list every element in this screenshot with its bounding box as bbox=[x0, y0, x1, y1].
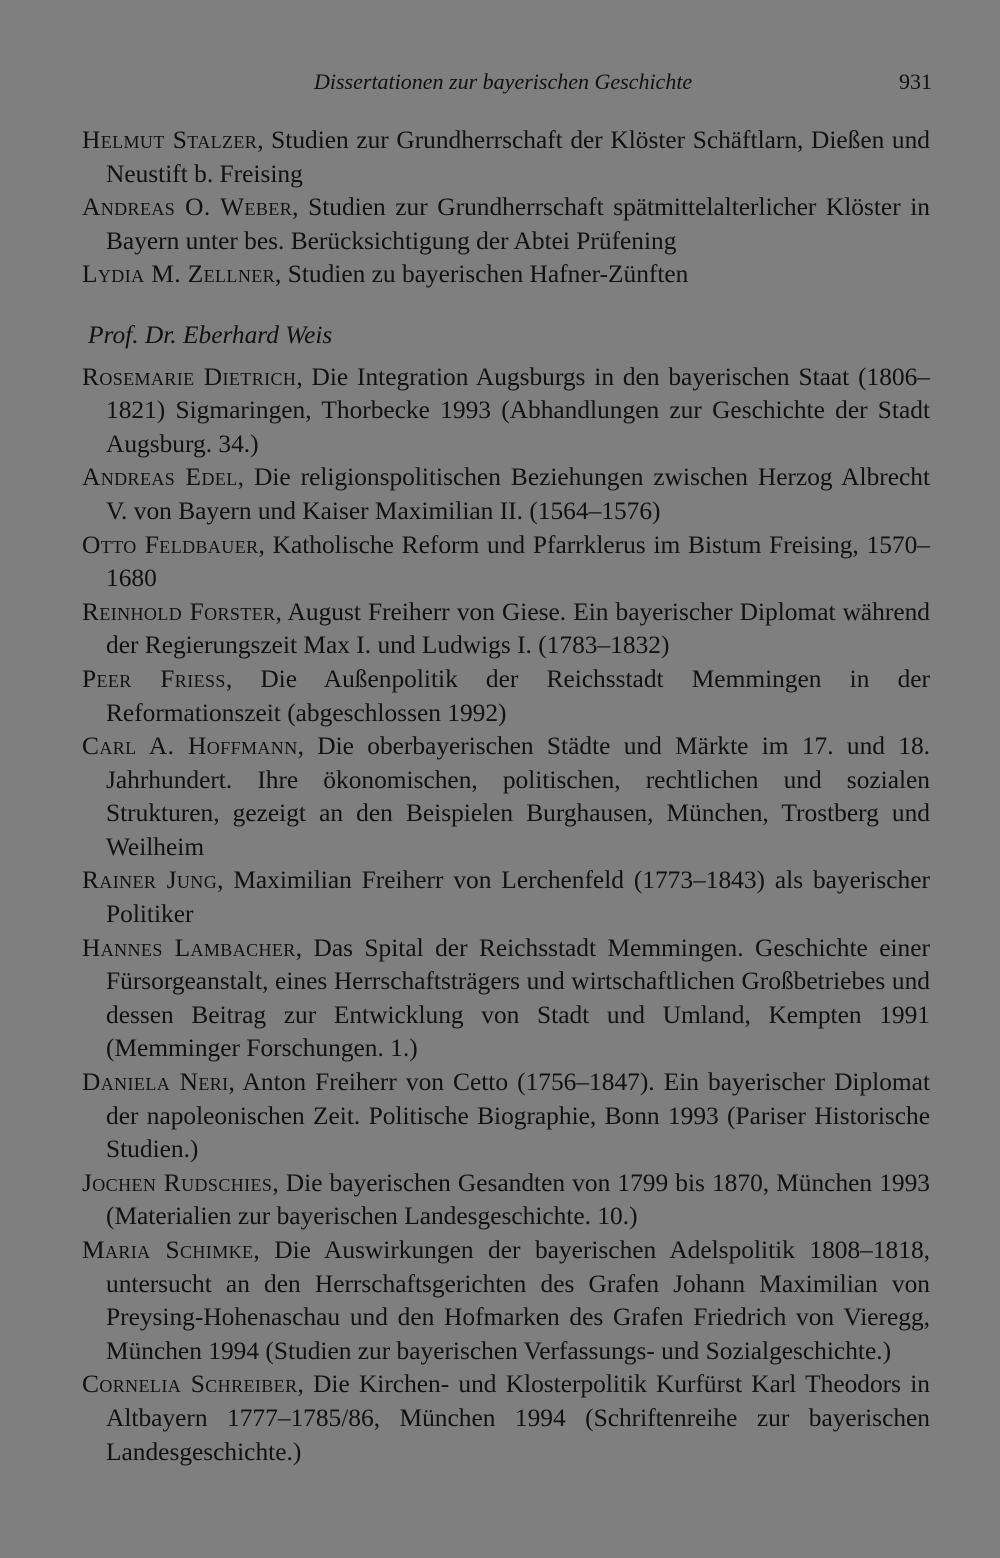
running-title: Dissertationen zur bayerischen Geschichte bbox=[314, 69, 693, 94]
list-item: Andreas Edel, Die religionspolitischen Beziehungen zwischen Herzog Albrecht V. von Bayern und Kaiser Maximilian II. (1564–1576) bbox=[82, 463, 931, 525]
entry-author: Helmut Stalzer bbox=[82, 126, 258, 154]
entry-title: Studien zu bayerischen Hafner-Zünften bbox=[287, 260, 689, 289]
entry-title: Studien zur Grundherrschaft spätmittelalterlicher Klöster in Bayern unter bes. Berücksichtigung der Abtei Prüfening bbox=[106, 193, 930, 255]
entry-title: Die religionspolitischen Beziehungen zwischen Herzog Albrecht V. von Bayern und Kaiser Maximilian II. (1564–1576) bbox=[106, 463, 931, 525]
entry-author: Carl A. Hoffmann bbox=[82, 732, 298, 761]
entry-author: Rainer Jung bbox=[82, 866, 218, 895]
entry-author: Peer Friess bbox=[82, 664, 226, 693]
entry-author: Jochen Rudschies bbox=[82, 1168, 273, 1197]
entry-title: Die bayerischen Gesandten von 1799 bis 1870, München 1993 (Materialien zur bayerischen Landesgeschichte. 10.) bbox=[106, 1168, 930, 1231]
list-item: Otto Feldbauer, Katholische Reform und Pfarrklerus im Bistum Freising, 1570–1680 bbox=[82, 530, 930, 593]
entry-title: Anton Freiherr von Cetto (1756–1847). Ein bayerischer Diplomat der napoleonischen Zeit. Politische Biographie, Bonn 1993 (Pariser Historische Studien.) bbox=[106, 1068, 931, 1164]
list-item: Rosemarie Dietrich, Die Integration Augsburgs in den bayerischen Staat (1806–1821) Sigmaringen, Thorbecke 1993 (Abhandlungen zur Geschichte der Stadt Augsburg. 34.) bbox=[82, 362, 930, 458]
list-item: Carl A. Hoffmann, Die oberbayerischen Städte und Märkte im 17. und 18. Jahrhundert. Ihre ökonomischen, politischen, rechtlichen und sozialen Strukturen, gezeigt an den Beispielen Burghausen, München, Trostberg und Weilheim bbox=[82, 732, 931, 861]
bibliography-list bbox=[82, 124, 930, 1469]
entry-author: Daniela Neri bbox=[82, 1068, 229, 1097]
list-item: Reinhold Forster, August Freiherr von Giese. Ein bayerischer Diplomat während der Regierungszeit Max I. und Ludwigs I. (1783–1832) bbox=[82, 597, 930, 660]
entry-author: Andreas O. Weber bbox=[82, 193, 293, 222]
list-item: Rainer Jung, Maximilian Freiherr von Lerchenfeld (1773–1843) als bayerischer Politiker bbox=[82, 866, 930, 929]
list-item: Peer Friess, Die Außenpolitik der Reichsstadt Memmingen in der Reformationszeit (abgeschlossen 1992) bbox=[82, 664, 930, 727]
entry-author: Lydia M. Zellner bbox=[82, 260, 276, 289]
list-item: Andreas O. Weber, Studien zur Grundherrschaft spätmittelalterlicher Klöster in Bayern unter bes. Berücksichtigung der Abtei Prüfening bbox=[82, 193, 930, 255]
entry-title: Die Integration Augsburgs in den bayerischen Staat (1806–1821) Sigmaringen, Thorbecke 1993 (Abhandlungen zur Geschichte der Stadt Augsburg. 34.) bbox=[106, 362, 930, 458]
list-item: Cornelia Schreiber, Die Kirchen- und Klosterpolitik Kurfürst Karl Theodors in Altbayern 1777–1785/86, München 1994 (Schriftenreihe zur bayerischen Landesgeschichte.) bbox=[82, 1370, 930, 1466]
entry-author: Rosemarie Dietrich bbox=[82, 362, 297, 391]
entry-author: Cornelia Schreiber bbox=[82, 1370, 298, 1399]
entry-author: Andreas Edel bbox=[82, 463, 238, 492]
entry-author: Reinhold Forster bbox=[82, 597, 276, 626]
list-item: Helmut Stalzer, Studien zur Grundherrschaft der Klöster Schäftlarn, Dießen und Neustift b. Freising bbox=[82, 126, 930, 188]
entry-title: Studien zur Grundherrschaft der Klöster Schäftlarn, Dießen und Neustift b. Freising bbox=[106, 126, 930, 188]
list-item: Hannes Lambacher, Das Spital der Reichsstadt Memmingen. Geschichte einer Fürsorgeanstalt, eines Herrschaftsträgers und wirtschaftlichen Großbetriebes und dessen Beitrag zur Entwicklung von Stadt und Umland, Kempten 1991 (Memminger Forschungen. 1.) bbox=[82, 933, 930, 1063]
entry-title: Die oberbayerischen Städte und Märkte im 17. und 18. Jahrhundert. Ihre ökonomischen, politischen, rechtlichen und sozialen Strukturen, gezeigt an den Beispielen Burghausen, München, Trostberg und Weilheim bbox=[106, 732, 931, 861]
entry-title: Maximilian Freiherr von Lerchenfeld (1773–1843) als bayerischer Politiker bbox=[106, 866, 930, 929]
list-item: Jochen Rudschies, Die bayerischen Gesandten von 1799 bis 1870, München 1993 (Materialien zur bayerischen Landesgeschichte. 10.) bbox=[82, 1168, 930, 1231]
entry-author: Otto Feldbauer bbox=[82, 530, 259, 559]
entry-title: Das Spital der Reichsstadt Memmingen. Geschichte einer Fürsorgeanstalt, eines Herrschaftsträgers und wirtschaftlichen Großbetriebes und dessen Beitrag zur Entwicklung von Stadt und Umland, Kempten 1991 (Memminger Forschungen. 1.) bbox=[106, 933, 930, 1063]
entry-title: Die Kirchen- und Klosterpolitik Kurfürst Karl Theodors in Altbayern 1777–1785/86, München 1994 (Schriftenreihe zur bayerischen Landesgeschichte.) bbox=[106, 1370, 930, 1466]
entry-author: Hannes Lambacher bbox=[82, 933, 296, 962]
entry-title: Katholische Reform und Pfarrklerus im Bistum Freising, 1570–1680 bbox=[106, 530, 930, 593]
list-item: Maria Schimke, Die Auswirkungen der bayerischen Adelspolitik 1808–1818, untersucht an den Herrschaftsgerichten des Grafen Johann Maximilian von Preysing-Hohenaschau und den Hofmarken des Grafen Friedrich von Vieregg, München 1994 (Studien zur bayerischen Verfassungs- und Sozialgeschichte.) bbox=[82, 1236, 930, 1365]
list-item: Daniela Neri, Anton Freiherr von Cetto (1756–1847). Ein bayerischer Diplomat der napoleonischen Zeit. Politische Biographie, Bonn 1993 (Pariser Historische Studien.) bbox=[82, 1068, 931, 1164]
section-heading: Prof. Dr. Eberhard Weis bbox=[88, 320, 333, 349]
entry-author: Maria Schimke bbox=[82, 1236, 254, 1264]
entry-title: August Freiherr von Giese. Ein bayerischer Diplomat während der Regierungszeit Max I. und Ludwigs I. (1783–1832) bbox=[106, 597, 930, 660]
list-item: Lydia M. Zellner, Studien zu bayerischen Hafner-Zünften bbox=[82, 260, 689, 289]
entry-title: Die Außenpolitik der Reichsstadt Memmingen in der Reformationszeit (abgeschlossen 1992) bbox=[106, 664, 930, 727]
entry-title: Die Auswirkungen der bayerischen Adelspolitik 1808–1818, untersucht an den Herrschaftsgerichten des Grafen Johann Maximilian von Preysing-Hohenaschau und den Hofmarken des Grafen Friedrich von Vieregg, München 1994 (Studien zur bayerischen Verfassungs- und Sozialgeschichte.) bbox=[106, 1236, 930, 1365]
page-number: 931 bbox=[899, 69, 932, 94]
running-header bbox=[0, 64, 1000, 100]
